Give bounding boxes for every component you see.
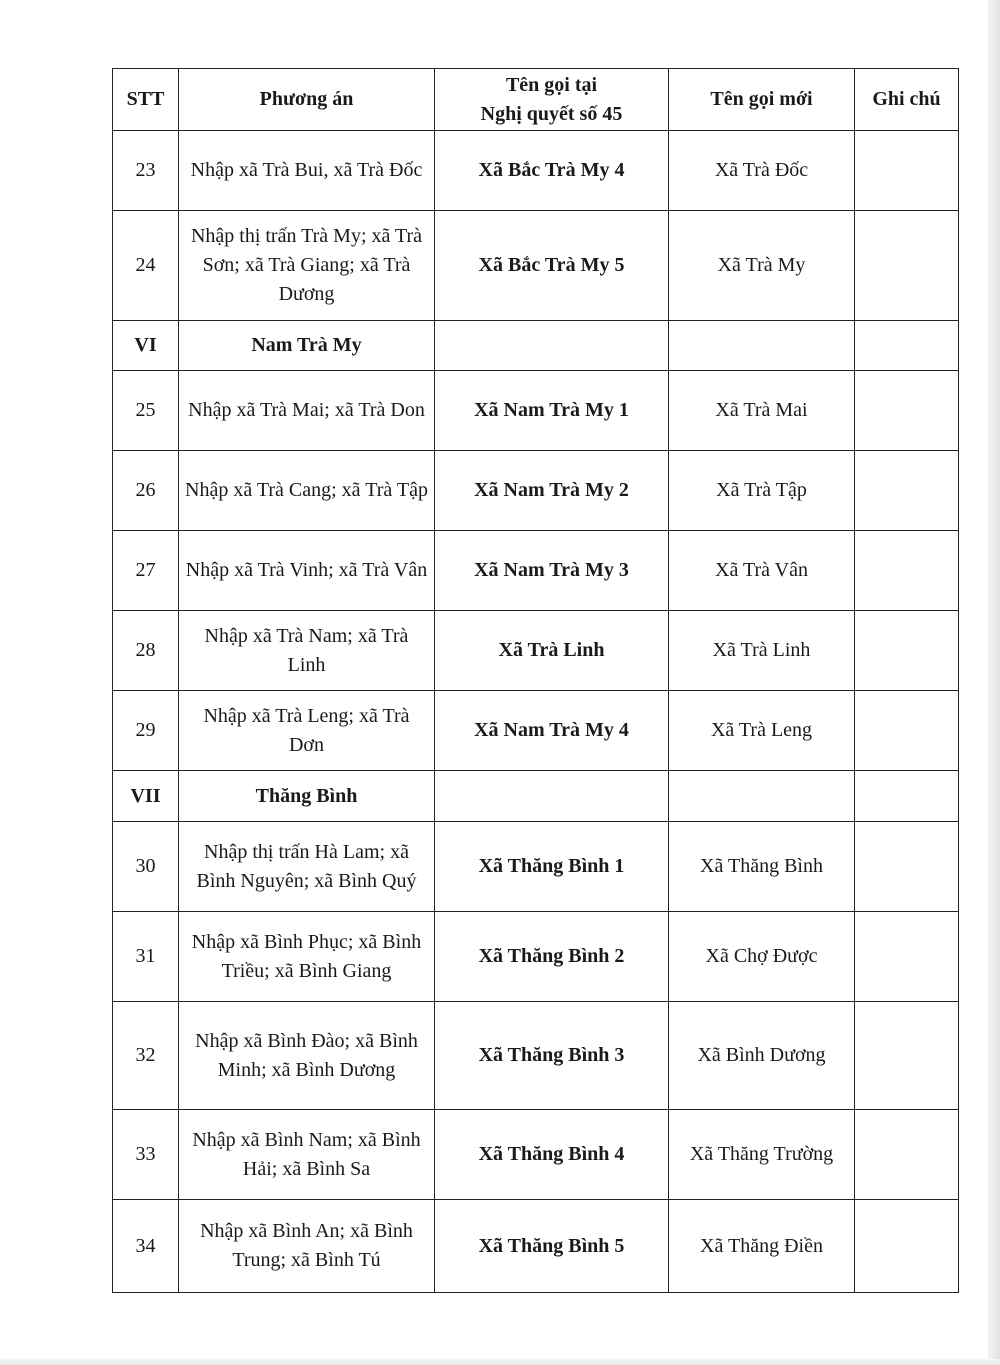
cell-phuong-an: Nhập thị trấn Trà My; xã Trà Sơn; xã Trà Giang; xã Trà Dương xyxy=(179,211,435,321)
header-ten-goi-tai-line2: Nghị quyết số 45 xyxy=(480,102,623,125)
table-row xyxy=(113,531,959,611)
cell-ghi-chu xyxy=(855,822,959,912)
cell-stt: 28 xyxy=(113,611,179,691)
table-row xyxy=(113,1110,959,1200)
table-row xyxy=(113,1002,959,1110)
cell-phuong-an: Nhập xã Trà Vinh; xã Trà Vân xyxy=(179,531,435,611)
cell-ten-goi-tai: Xã Bắc Trà My 4 xyxy=(435,131,669,211)
table-header-row xyxy=(113,69,959,131)
cell-ten-goi-tai: Xã Thăng Bình 1 xyxy=(435,822,669,912)
cell-stt: 34 xyxy=(113,1200,179,1293)
header-ten-goi-tai-line1: Tên gọi tại xyxy=(505,73,598,96)
cell-ten-goi-moi: Xã Trà My xyxy=(669,211,855,321)
cell-ten-goi-moi: Xã Thăng Điền xyxy=(669,1200,855,1293)
cell-ten-goi-tai: Xã Trà Linh xyxy=(435,611,669,691)
cell-ten-goi-tai: Xã Thăng Bình 4 xyxy=(435,1110,669,1200)
cell-stt: 27 xyxy=(113,531,179,611)
cell-stt: 23 xyxy=(113,131,179,211)
cell-ten-goi-moi: Xã Trà Leng xyxy=(669,691,855,771)
cell-ten-goi-moi: Xã Trà Đốc xyxy=(669,131,855,211)
header-ten-goi-moi: Tên gọi mới xyxy=(669,69,855,131)
header-ghi-chu: Ghi chú xyxy=(855,69,959,131)
cell-stt: 33 xyxy=(113,1110,179,1200)
table-row xyxy=(113,371,959,451)
table-row xyxy=(113,1200,959,1293)
cell-ghi-chu xyxy=(855,912,959,1002)
cell-stt: 31 xyxy=(113,912,179,1002)
cell-ghi-chu xyxy=(855,371,959,451)
group-empty-cell xyxy=(669,771,855,822)
cell-ten-goi-tai: Xã Thăng Bình 2 xyxy=(435,912,669,1002)
group-empty-cell xyxy=(435,771,669,822)
table-row xyxy=(113,912,959,1002)
cell-ten-goi-moi: Xã Thăng Bình xyxy=(669,822,855,912)
cell-phuong-an: Nhập xã Trà Mai; xã Trà Don xyxy=(179,371,435,451)
group-empty-cell xyxy=(435,321,669,371)
cell-ghi-chu xyxy=(855,1110,959,1200)
cell-ten-goi-moi: Xã Trà Tập xyxy=(669,451,855,531)
cell-ten-goi-tai: Xã Bắc Trà My 5 xyxy=(435,211,669,321)
page-edge-shadow xyxy=(988,0,1000,1365)
cell-ghi-chu xyxy=(855,531,959,611)
table-row xyxy=(113,691,959,771)
cell-phuong-an: Nhập xã Bình Nam; xã Bình Hải; xã Bình Sa xyxy=(179,1110,435,1200)
cell-ten-goi-moi: Xã Thăng Trường xyxy=(669,1110,855,1200)
cell-ten-goi-moi: Xã Trà Mai xyxy=(669,371,855,451)
group-empty-cell xyxy=(855,771,959,822)
table-row xyxy=(113,451,959,531)
header-stt: STT xyxy=(113,69,179,131)
cell-ghi-chu xyxy=(855,451,959,531)
cell-ten-goi-tai: Xã Nam Trà My 2 xyxy=(435,451,669,531)
group-empty-cell xyxy=(855,321,959,371)
cell-ten-goi-tai: Xã Nam Trà My 1 xyxy=(435,371,669,451)
cell-phuong-an: Nhập xã Trà Leng; xã Trà Dơn xyxy=(179,691,435,771)
table-row xyxy=(113,211,959,321)
table-row xyxy=(113,131,959,211)
cell-ghi-chu xyxy=(855,611,959,691)
cell-ten-goi-tai: Xã Nam Trà My 3 xyxy=(435,531,669,611)
cell-ten-goi-tai: Xã Thăng Bình 5 xyxy=(435,1200,669,1293)
cell-phuong-an: Nhập xã Trà Cang; xã Trà Tập xyxy=(179,451,435,531)
cell-stt: 26 xyxy=(113,451,179,531)
cell-stt: 24 xyxy=(113,211,179,321)
cell-stt: 32 xyxy=(113,1002,179,1110)
cell-ten-goi-tai: Xã Nam Trà My 4 xyxy=(435,691,669,771)
table-group-row xyxy=(113,321,959,371)
cell-phuong-an: Nhập xã Trà Bui, xã Trà Đốc xyxy=(179,131,435,211)
cell-ghi-chu xyxy=(855,1002,959,1110)
table-row xyxy=(113,822,959,912)
cell-phuong-an: Nhập xã Bình Đào; xã Bình Minh; xã Bình Dương xyxy=(179,1002,435,1110)
cell-ghi-chu xyxy=(855,1200,959,1293)
cell-ghi-chu xyxy=(855,691,959,771)
cell-phuong-an: Nhập xã Bình An; xã Bình Trung; xã Bình Tú xyxy=(179,1200,435,1293)
cell-ghi-chu xyxy=(855,131,959,211)
header-phuong-an: Phương án xyxy=(179,69,435,131)
group-name: Thăng Bình xyxy=(179,771,435,822)
cell-ten-goi-moi: Xã Bình Dương xyxy=(669,1002,855,1110)
cell-stt: 25 xyxy=(113,371,179,451)
group-roman-numeral: VI xyxy=(113,321,179,371)
group-name: Nam Trà My xyxy=(179,321,435,371)
cell-phuong-an: Nhập thị trấn Hà Lam; xã Bình Nguyên; xã Bình Quý xyxy=(179,822,435,912)
table-body xyxy=(113,131,959,1293)
cell-ghi-chu xyxy=(855,211,959,321)
header-ten-goi-tai xyxy=(435,69,669,131)
cell-phuong-an: Nhập xã Trà Nam; xã Trà Linh xyxy=(179,611,435,691)
cell-stt: 30 xyxy=(113,822,179,912)
cell-stt: 29 xyxy=(113,691,179,771)
cell-ten-goi-moi: Xã Chợ Được xyxy=(669,912,855,1002)
group-empty-cell xyxy=(669,321,855,371)
group-roman-numeral: VII xyxy=(113,771,179,822)
commune-merger-table xyxy=(112,68,959,1293)
cell-ten-goi-tai: Xã Thăng Bình 3 xyxy=(435,1002,669,1110)
table-group-row xyxy=(113,771,959,822)
cell-ten-goi-moi: Xã Trà Vân xyxy=(669,531,855,611)
page-bottom-edge xyxy=(0,1359,1000,1365)
table-row xyxy=(113,611,959,691)
cell-phuong-an: Nhập xã Bình Phục; xã Bình Triều; xã Bình Giang xyxy=(179,912,435,1002)
cell-ten-goi-moi: Xã Trà Linh xyxy=(669,611,855,691)
